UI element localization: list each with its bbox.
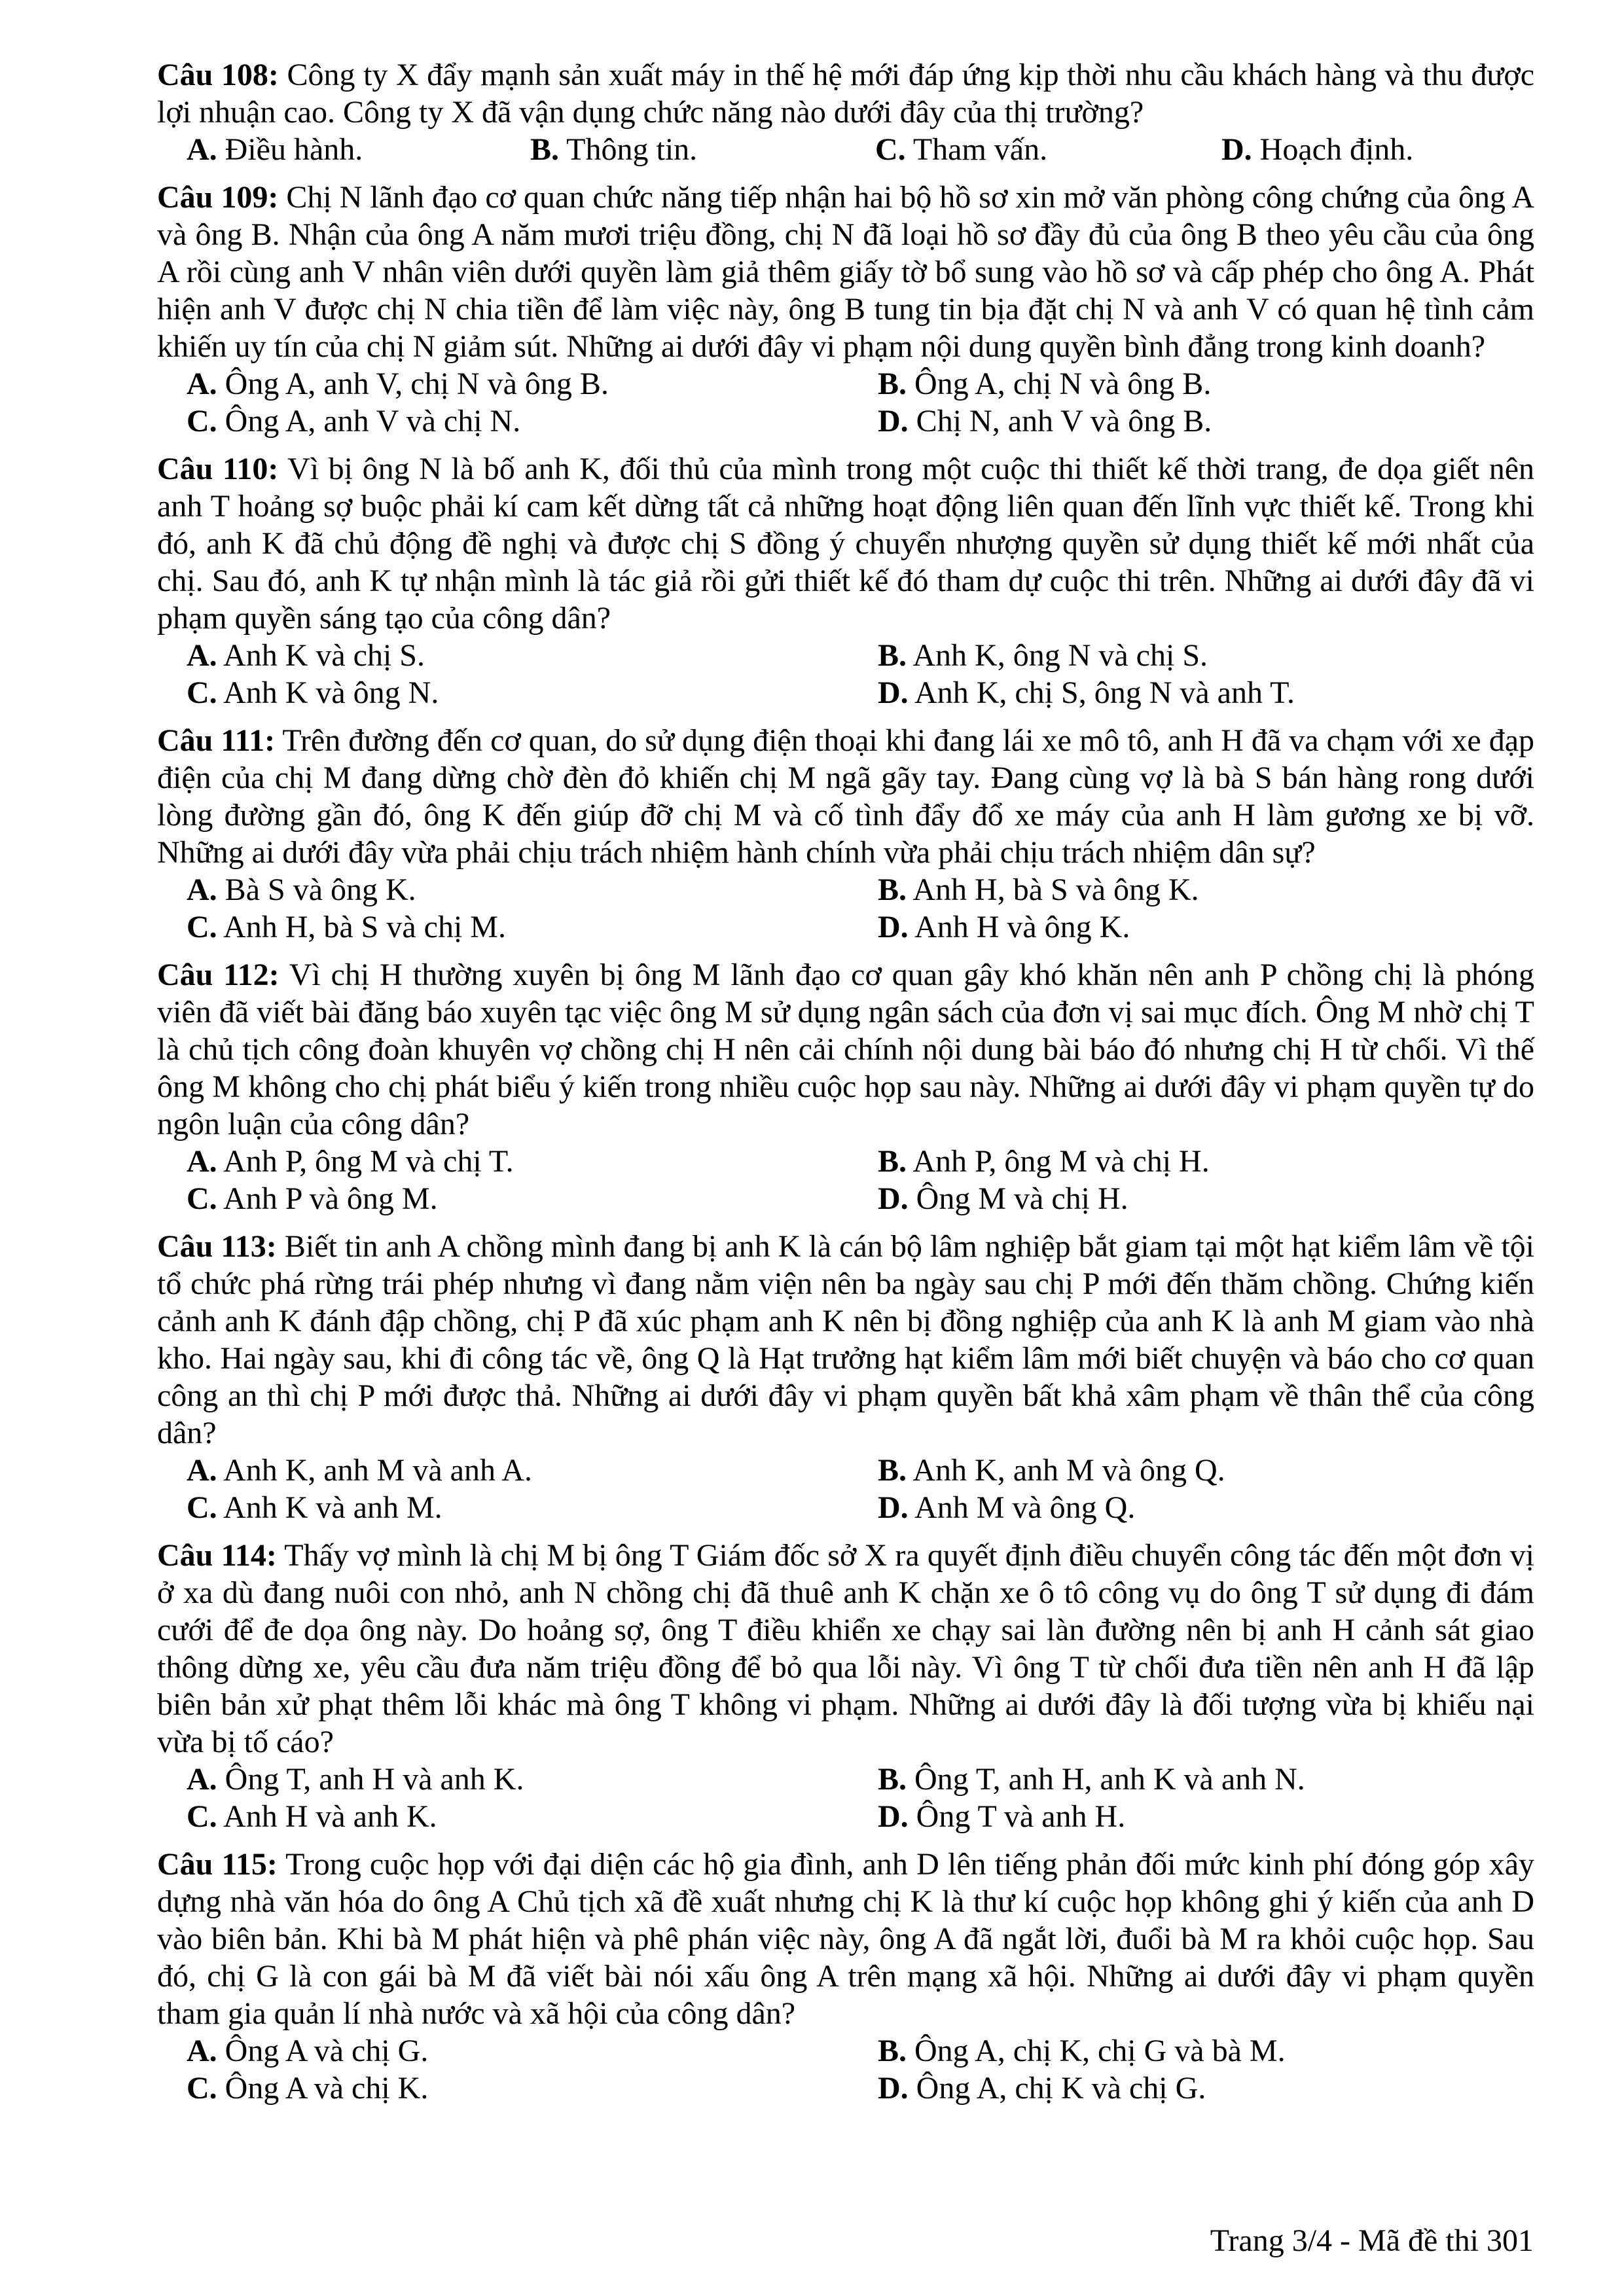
option-c <box>187 908 878 946</box>
option-label: C. <box>187 1799 217 1834</box>
question-number: Câu 110: <box>157 452 279 486</box>
option-label: C. <box>187 910 217 944</box>
option-d <box>878 1798 1534 1835</box>
question-112 <box>157 956 1534 1217</box>
option-a <box>187 2032 878 2070</box>
option-label: C. <box>187 2071 217 2106</box>
option-text: Anh H và ông K. <box>914 910 1130 944</box>
option-text: Ông T, anh H và anh K. <box>225 1762 524 1797</box>
option-b <box>878 1452 1534 1489</box>
options-grid <box>157 871 1534 946</box>
option-c <box>187 1489 878 1526</box>
options-grid <box>157 2032 1534 2107</box>
question-paragraph <box>157 1228 1534 1452</box>
option-a <box>187 1452 878 1489</box>
option-label: D. <box>878 1799 909 1834</box>
option-label: D. <box>878 1181 909 1216</box>
question-text: Trong cuộc họp với đại diện các hộ gia đình, anh D lên tiếng phản đối mức kinh phí đóng góp xây dựng nhà văn hóa do ông A Chủ tịch xã đề xuất nhưng chị K là thư kí cuộc họp không ghi ý kiến của anh D vào biên bản. Khi bà M phát hiện và phê phán việc này, ông A đã ngắt lời, đuổi bà M ra khỏi cuộc họp. Sau đó, chị G là con gái bà M đã viết bài nói xấu ông A trên mạng xã hội. Những ai dưới đây vi phạm quyền tham gia quản lí nhà nước và xã hội của công dân? <box>157 1847 1534 2031</box>
option-text: Anh H và anh K. <box>223 1799 437 1834</box>
option-text: Điều hành. <box>225 132 363 167</box>
option-a <box>187 365 878 403</box>
question-paragraph <box>157 56 1534 131</box>
options-grid <box>157 1452 1534 1526</box>
page-footer: Trang 3/4 - Mã đề thi 301 <box>1210 2223 1534 2258</box>
option-text: Tham vấn. <box>912 132 1048 167</box>
question-114 <box>157 1537 1534 1835</box>
option-label: A. <box>187 638 217 673</box>
option-d <box>878 403 1534 440</box>
option-label: B. <box>878 1762 907 1797</box>
option-text: Ông A, anh V, chị N và ông B. <box>225 367 609 401</box>
question-108 <box>157 56 1534 168</box>
option-label: A. <box>187 2034 217 2068</box>
option-a <box>187 1761 878 1798</box>
option-b <box>878 365 1534 403</box>
option-text: Ông A, chị N và ông B. <box>914 367 1212 401</box>
question-text: Thấy vợ mình là chị M bị ông T Giám đốc sở X ra quyết định điều chuyển công tác đến một đơn vị ở xa dù đang nuôi con nhỏ, anh N chồng chị đã thuê anh K chặn xe ô tô công vụ do ông T sử dụng đi đám cưới để đe dọa ông này. Do hoảng sợ, ông T điều khiển xe chạy sai làn đường nên bị anh H cảnh sát giao thông dừng xe, yêu cầu đưa năm triệu đồng để bỏ qua lỗi này. Vì ông T từ chối đưa tiền nên anh H đã lập biên bản xử phạt thêm lỗi khác mà ông T không vi phạm. Những ai dưới đây là đối tượng vừa bị khiếu nại vừa bị tố cáo? <box>157 1538 1534 1759</box>
option-label: A. <box>187 1762 217 1797</box>
option-b <box>878 2032 1534 2070</box>
option-b <box>530 131 875 168</box>
option-text: Anh P, ông M và chị T. <box>223 1144 514 1179</box>
option-a <box>187 637 878 674</box>
exam-content <box>157 56 1534 2107</box>
option-text: Anh K và chị S. <box>223 638 425 673</box>
option-label: A. <box>187 1453 217 1488</box>
question-number: Câu 115: <box>157 1847 278 1882</box>
option-text: Anh P và ông M. <box>223 1181 438 1216</box>
option-text: Ông A, chị K, chị G và bà M. <box>914 2034 1286 2068</box>
option-text: Anh K, ông N và chị S. <box>912 638 1208 673</box>
question-113 <box>157 1228 1534 1526</box>
question-paragraph <box>157 1846 1534 2032</box>
option-b <box>878 871 1534 908</box>
question-109 <box>157 179 1534 440</box>
option-text: Anh K, chị S, ông N và anh T. <box>914 675 1295 710</box>
option-text: Thông tin. <box>566 132 698 167</box>
question-paragraph <box>157 722 1534 871</box>
option-c <box>187 1180 878 1217</box>
option-c <box>187 674 878 711</box>
option-label: B. <box>878 367 907 401</box>
question-number: Câu 108: <box>157 58 279 92</box>
option-label: C. <box>187 1490 217 1525</box>
option-label: D. <box>878 1490 909 1525</box>
option-text: Ông T, anh H, anh K và anh N. <box>914 1762 1305 1797</box>
option-text: Ông A, anh V và chị N. <box>225 404 521 439</box>
question-number: Câu 111: <box>157 723 276 758</box>
option-text: Ông M và chị H. <box>916 1181 1128 1216</box>
option-text: Anh K, anh M và anh A. <box>223 1453 532 1488</box>
option-label: D. <box>878 404 909 439</box>
option-label: B. <box>878 1453 907 1488</box>
question-number: Câu 113: <box>157 1229 277 1264</box>
question-text: Biết tin anh A chồng mình đang bị anh K là cán bộ lâm nghiệp bắt giam tại một hạt kiểm lâm về tội tổ chức phá rừng trái phép nhưng vì đang nằm viện nên ba ngày sau chị P mới đến thăm chồng. Chứng kiến cảnh anh K đánh đập chồng, chị P đã xúc phạm anh K nên bị đồng nghiệp của anh K là anh M giam vào nhà kho. Hai ngày sau, khi đi công tác về, ông Q là Hạt trưởng hạt kiểm lâm mới biết chuyện và báo cho cơ quan công an thì chị P mới được thả. Những ai dưới đây vi phạm quyền bất khả xâm phạm về thân thể của công dân? <box>157 1229 1535 1450</box>
question-number: Câu 112: <box>157 958 280 992</box>
option-label: A. <box>187 367 217 401</box>
option-d <box>878 2070 1534 2107</box>
option-d <box>878 1180 1534 1217</box>
question-115 <box>157 1846 1534 2107</box>
option-label: B. <box>878 2034 907 2068</box>
question-text: Công ty X đẩy mạnh sản xuất máy in thế hệ mới đáp ứng kịp thời nhu cầu khách hàng và thu được lợi nhuận cao. Công ty X đã vận dụng chức năng nào dưới đây của thị trường? <box>157 58 1535 130</box>
option-text: Anh K và anh M. <box>223 1490 442 1525</box>
option-text: Bà S và ông K. <box>225 872 416 907</box>
option-text: Anh M và ông Q. <box>914 1490 1136 1525</box>
option-b <box>878 637 1534 674</box>
question-111 <box>157 722 1534 946</box>
question-text: Vì chị H thường xuyên bị ông M lãnh đạo cơ quan gây khó khăn nên anh P chồng chị là phóng viên đã viết bài đăng báo xuyên tạc việc ông M sử dụng ngân sách của đơn vị sai mục đích. Ông M nhờ chị T là chủ tịch công đoàn khuyên vợ chồng chị H nên cải chính nội dung bài báo đó nhưng chị H từ chối. Vì thế ông M không cho chị phát biểu ý kiến trong nhiều cuộc họp sau này. Những ai dưới đây vi phạm quyền tự do ngôn luận của công dân? <box>157 958 1535 1141</box>
option-a <box>187 1143 878 1180</box>
option-a <box>187 871 878 908</box>
option-b <box>878 1143 1534 1180</box>
question-paragraph <box>157 956 1534 1143</box>
question-paragraph <box>157 1537 1534 1761</box>
option-label: B. <box>878 872 907 907</box>
option-text: Chị N, anh V và ông B. <box>916 404 1212 439</box>
option-label: C. <box>187 675 217 710</box>
question-number: Câu 109: <box>157 180 279 215</box>
question-110 <box>157 450 1534 711</box>
option-d <box>878 908 1534 946</box>
option-label: A. <box>187 1144 217 1179</box>
option-label: C. <box>187 1181 217 1216</box>
option-label: B. <box>530 132 560 167</box>
option-label: B. <box>878 1144 907 1179</box>
option-c <box>875 131 1221 168</box>
option-a <box>187 131 530 168</box>
option-text: Ông A và chị G. <box>225 2034 429 2068</box>
option-label: B. <box>878 638 907 673</box>
option-text: Anh H, bà S và chị M. <box>223 910 506 944</box>
question-text: Trên đường đến cơ quan, do sử dụng điện thoại khi đang lái xe mô tô, anh H đã va chạm với xe đạp điện của chị M đang dừng chờ đèn đỏ khiến chị M ngã gãy tay. Đang cùng vợ là bà S bán hàng rong dưới lòng đường gần đó, ông K đến giúp đỡ chị M và cố tình đẩy đổ xe máy của anh H làm gương xe bị vỡ. Những ai dưới đây vừa phải chịu trách nhiệm hành chính vừa phải chịu trách nhiệm dân sự? <box>157 723 1535 870</box>
question-number: Câu 114: <box>157 1538 277 1573</box>
option-c <box>187 403 878 440</box>
option-label: D. <box>878 910 909 944</box>
option-text: Anh P, ông M và chị H. <box>912 1144 1210 1179</box>
option-text: Anh K, anh M và ông Q. <box>912 1453 1225 1488</box>
options-grid <box>157 1761 1534 1835</box>
option-label: A. <box>187 872 217 907</box>
options-grid <box>157 365 1534 440</box>
options-row <box>157 131 1534 168</box>
question-text: Vì bị ông N là bố anh K, đối thủ của mình trong một cuộc thi thiết kế thời trang, đe dọa giết nên anh T hoảng sợ buộc phải kí cam kết dừng tất cả những hoạt động liên quan đến lĩnh vực thiết kế. Trong khi đó, anh K đã chủ động đề nghị và được chị S đồng ý chuyển nhượng quyền sử dụng thiết kế mới nhất của chị. Sau đó, anh K tự nhận mình là tác giả rồi gửi thiết kế đó tham dự cuộc thi trên. Những ai dưới đây đã vi phạm quyền sáng tạo của công dân? <box>157 452 1535 636</box>
option-label: D. <box>1221 132 1252 167</box>
question-paragraph <box>157 179 1534 365</box>
option-d <box>1221 131 1534 168</box>
option-text: Hoạch định. <box>1259 132 1414 167</box>
options-grid <box>157 1143 1534 1217</box>
options-grid <box>157 637 1534 711</box>
question-text: Chị N lãnh đạo cơ quan chức năng tiếp nhận hai bộ hồ sơ xin mở văn phòng công chứng của ông A và ông B. Nhận của ông A năm mươi triệu đồng, chị N đã loại hồ sơ đầy đủ của ông B theo yêu cầu của ông A rồi cùng anh V nhân viên dưới quyền làm giả thêm giấy tờ bổ sung vào hồ sơ và cấp phép cho ông A. Phát hiện anh V được chị N chia tiền để làm việc này, ông B tung tin bịa đặt chị N và anh V có quan hệ tình cảm khiến uy tín của chị N giảm sút. Những ai dưới đây vi phạm nội dung quyền bình đẳng trong kinh doanh? <box>157 180 1535 364</box>
option-label: D. <box>878 675 909 710</box>
option-label: C. <box>187 404 217 439</box>
option-text: Ông A và chị K. <box>225 2071 429 2106</box>
option-d <box>878 674 1534 711</box>
option-text: Anh K và ông N. <box>223 675 439 710</box>
option-d <box>878 1489 1534 1526</box>
option-label: C. <box>875 132 906 167</box>
option-c <box>187 2070 878 2107</box>
option-c <box>187 1798 878 1835</box>
option-label: A. <box>187 132 217 167</box>
option-text: Anh H, bà S và ông K. <box>912 872 1199 907</box>
option-b <box>878 1761 1534 1798</box>
option-label: D. <box>878 2071 909 2106</box>
option-text: Ông T và anh H. <box>916 1799 1126 1834</box>
option-text: Ông A, chị K và chị G. <box>916 2071 1206 2106</box>
question-paragraph <box>157 450 1534 637</box>
